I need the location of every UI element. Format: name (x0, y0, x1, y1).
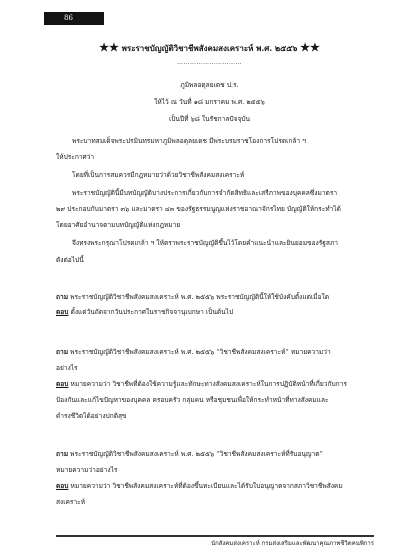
question-text: พระราชบัญญัติวิชาชีพสังคมสงเคราะห์ พ.ศ. ๒๕๕๖ พระราชบัญญัตินี้ให้ใช้บังคับตั้งแต่เมื่อใด (68, 293, 329, 301)
answer-2-cont: ดำรงชีวิตได้อย่างปกติสุข (56, 412, 127, 420)
question-2-cont: อย่างไร (56, 364, 78, 372)
answer-2 (56, 379, 374, 389)
footer-divider (56, 535, 374, 537)
preamble-line: ๒๙ ประกอบกับมาตรา ๓๖ และมาตรา ๔๓ ของรัฐธรรมนูญแห่งราชอาณาจักรไทย บัญญัติให้กระทำได้ (56, 205, 341, 213)
answer-1 (56, 307, 374, 317)
royal-signature: ภูมิพลอดุลยเดช ป.ร. (180, 81, 239, 89)
answer-label: ตอบ (56, 308, 69, 316)
answer-text: ตั้งแต่วันถัดจากวันประกาศในราชกิจจานุเบกษา เป็นต้นไป (68, 308, 234, 316)
question-3 (56, 449, 374, 459)
answer-2-cont: ป้องกันและแก้ไขปัญหาของบุคคล ครอบครัว กลุ่มคน หรือชุมชนเพื่อให้กระทำหน้าที่ทางสังคมและ (56, 396, 329, 404)
preamble-line: พระบาทสมเด็จพระปรมินทรมหาภูมิพลอดุลยเดช มีพระบรมราชโองการโปรดเกล้า ฯ (72, 137, 306, 145)
preamble-line: พระราชบัญญัตินี้มีบทบัญญัติบางประการเกี่ยวกับการจำกัดสิทธิและเสรีภาพของบุคคลซึ่งมาตรา (72, 189, 338, 197)
dotted-separator: ………………………… (177, 59, 242, 66)
question-1 (56, 292, 374, 302)
title-text: พระราชบัญญัติวิชาชีพสังคมสงเคราะห์ พ.ศ. ๒๕๕๖ (121, 43, 298, 53)
reign-year: เป็นปีที่ ๖๘ ในรัชกาลปัจจุบัน (168, 115, 251, 123)
question-text: พระราชบัญญัติวิชาชีพสังคมสงเคราะห์ พ.ศ. ๒๕๕๖ “วิชาชีพสังคมสงเคราะห์ที่รับอนุญาต” (68, 450, 323, 458)
answer-3-cont: สงเคราะห์ (56, 498, 86, 506)
question-3-cont: หมายความว่าอย่างไร (56, 466, 118, 474)
given-date: ให้ไว้ ณ วันที่ ๑๘ มกราคม พ.ศ. ๒๕๕๖ (154, 98, 265, 106)
star-icon-left: ★★ (99, 41, 119, 54)
answer-3 (56, 481, 374, 491)
preamble-line: โดยอาศัยอำนาจตามบทบัญญัติแห่งกฎหมาย (56, 221, 181, 229)
question-text: พระราชบัญญัติวิชาชีพสังคมสงเคราะห์ พ.ศ. ๒๕๕๖ “วิชาชีพสังคมสงเคราะห์” หมายความว่า (68, 348, 331, 356)
page-number-tab (44, 12, 104, 25)
question-2 (56, 347, 374, 357)
answer-text: หมายความว่า วิชาชีพที่ต้องใช้ความรู้และทักษะทางสังคมสงเคราะห์ในการปฏิบัติหน้าที่เกี่ยวกับการ (68, 380, 347, 388)
preamble-line: ให้ประกาศว่า (56, 153, 95, 161)
answer-label: ตอบ (56, 380, 69, 388)
preamble-line: ดังต่อไปนี้ (56, 256, 84, 264)
question-label: ถาม (56, 450, 69, 458)
question-label: ถาม (56, 293, 69, 301)
footer-text: นักสังคมสงเคราะห์ กรมส่งเสริมและพัฒนาคุณภาพชีวิตคนพิการ (210, 540, 374, 547)
preamble-line: โดยที่เป็นการสมควรมีกฎหมายว่าด้วยวิชาชีพสังคมสงเคราะห์ (72, 171, 245, 179)
star-icon-right: ★★ (300, 41, 320, 54)
answer-label: ตอบ (56, 482, 69, 490)
page-number: 86 (64, 14, 73, 22)
answer-text: หมายความว่า วิชาชีพสังคมสงเคราะห์ที่ต้องขึ้นทะเบียนและได้รับใบอนุญาตจากสภาวิชาชีพสังคม (68, 482, 343, 490)
preamble-line: จึงทรงพระกรุณาโปรดเกล้า ฯ ให้ตราพระราชบัญญัติขึ้นไว้โดยคำแนะนำและยินยอมของรัฐสภา (72, 239, 339, 247)
document-title (0, 42, 419, 54)
question-label: ถาม (56, 348, 69, 356)
